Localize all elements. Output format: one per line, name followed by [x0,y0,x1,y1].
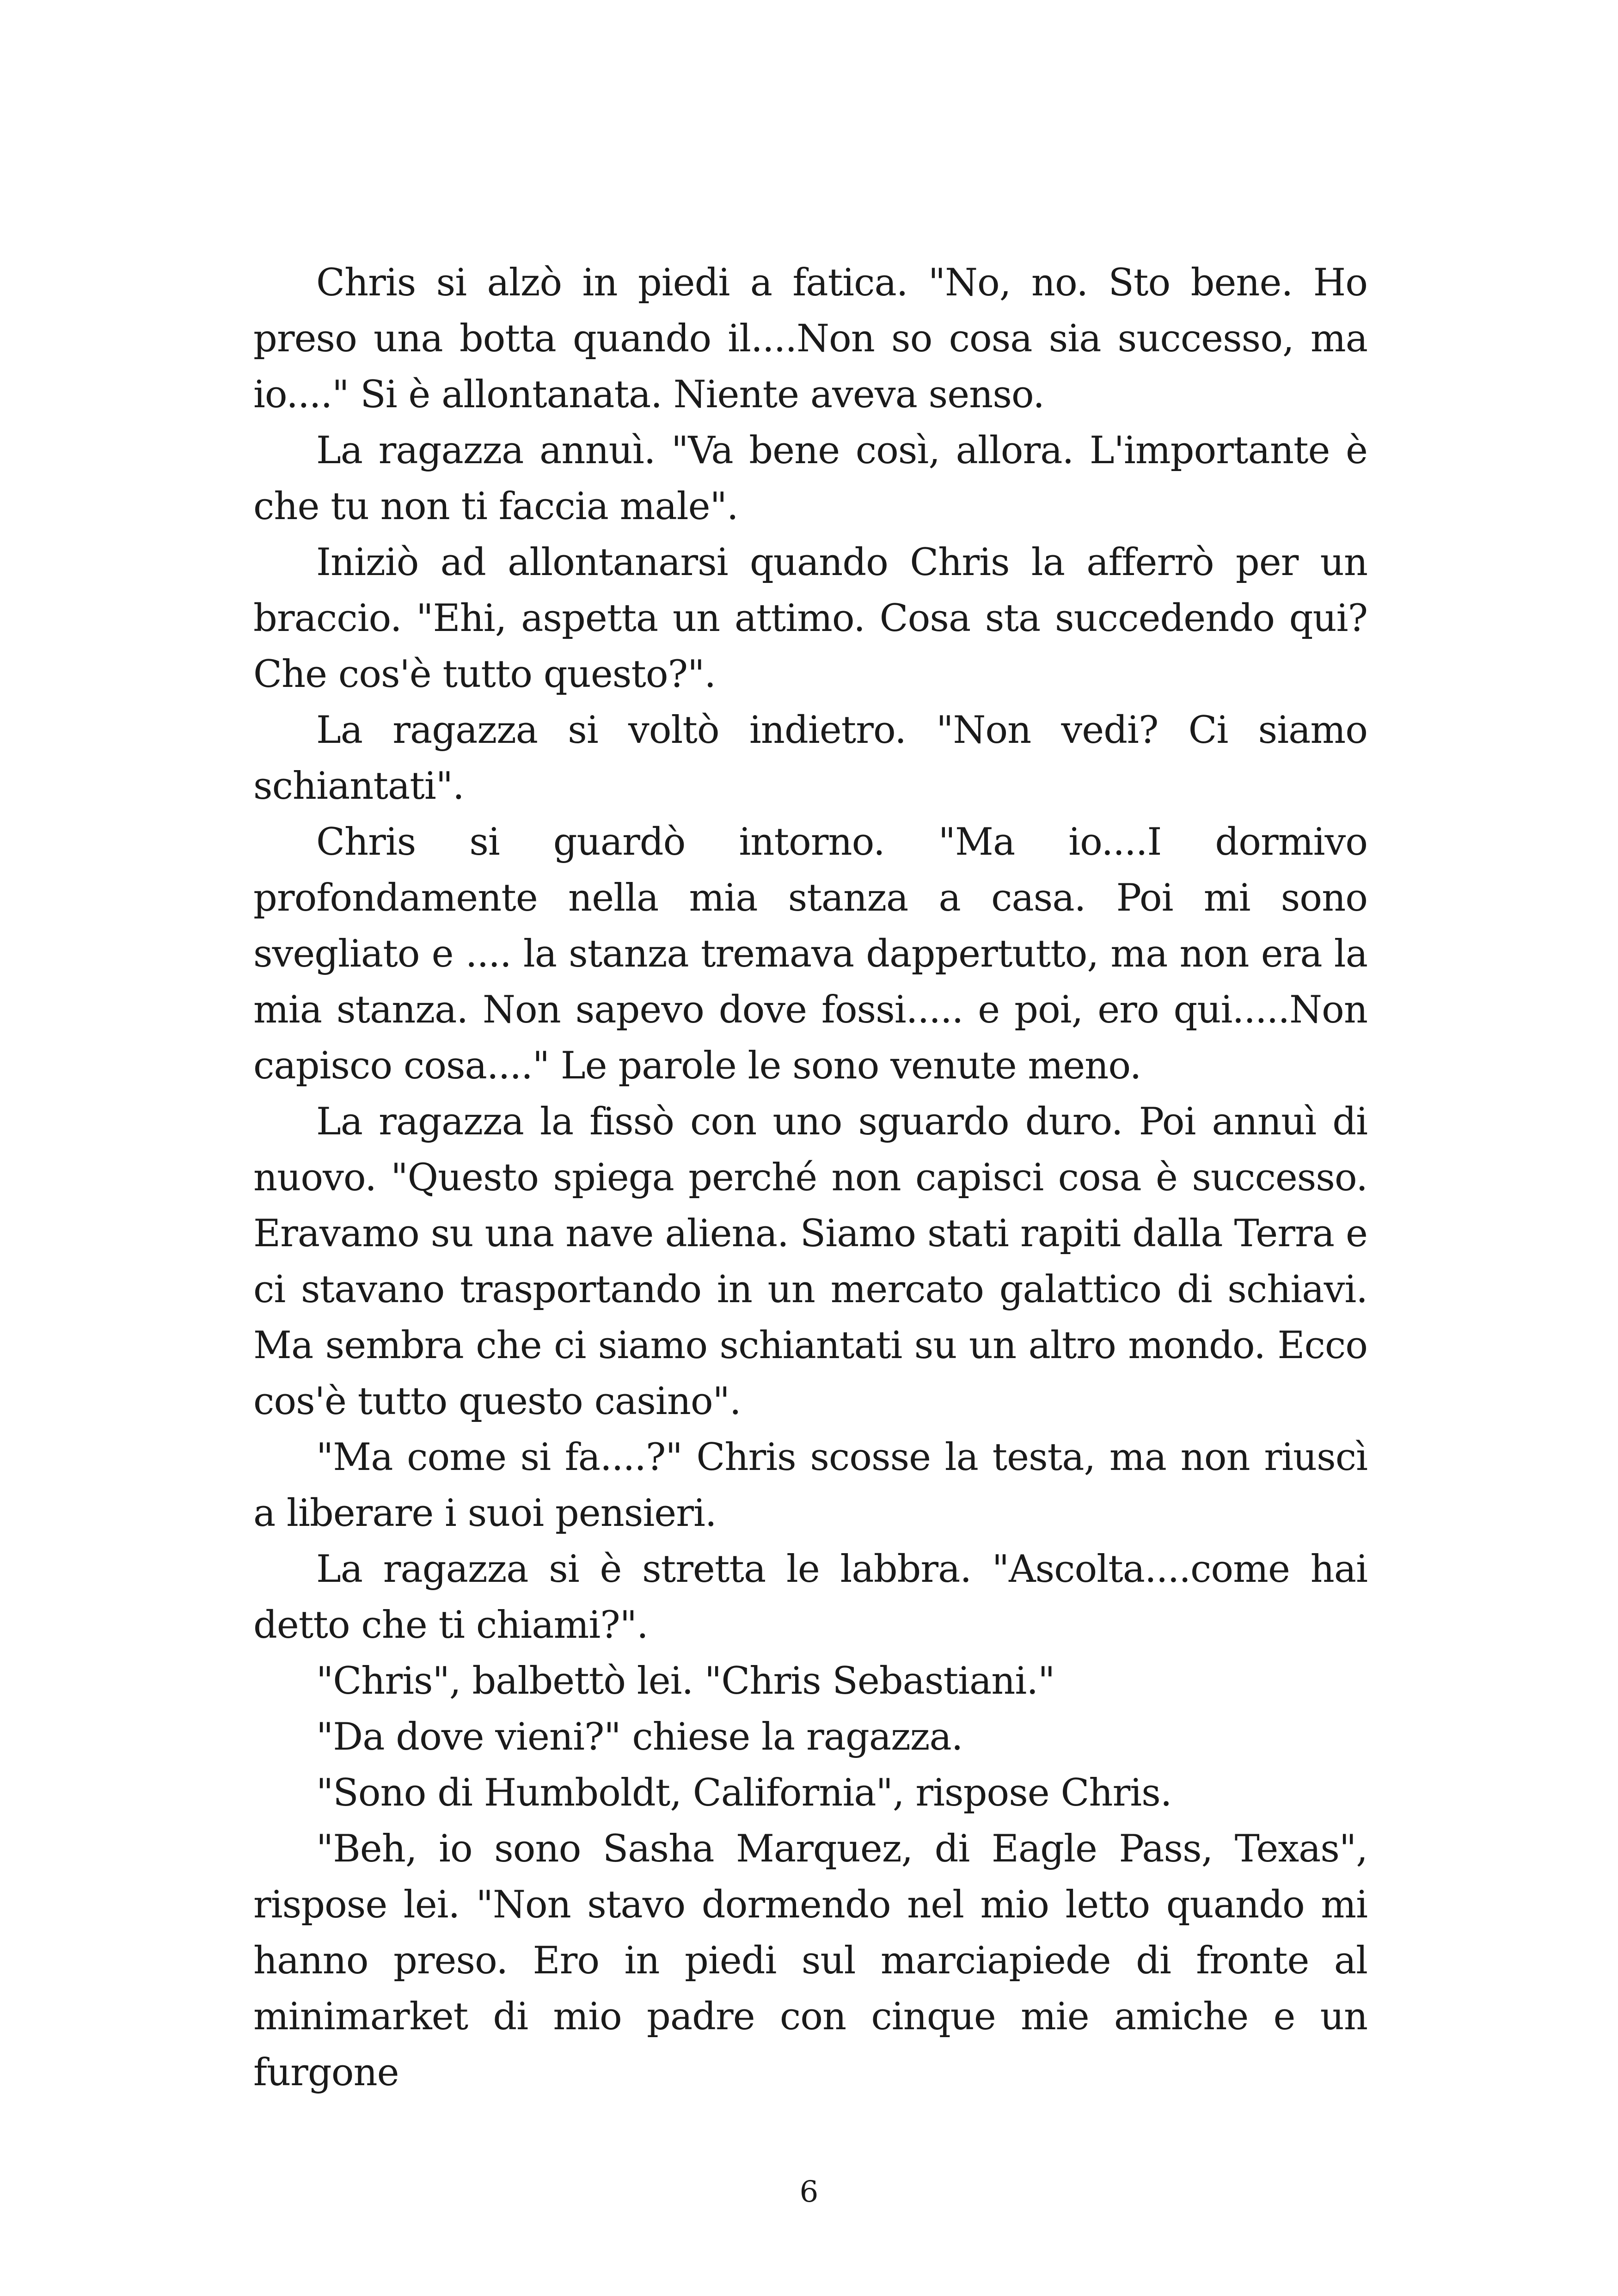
page-number: 6 [799,2175,819,2209]
paragraph: La ragazza si è stretta le labbra. "Ascolta....come hai detto che ti chiami?". [253,1548,1367,1647]
paragraph: Iniziò ad allontanarsi quando Chris la afferrò per un braccio. "Ehi, aspetta un attimo. Cosa sta succedendo qui? Che cos'è tutto questo?". [253,541,1367,696]
body-text [253,255,1367,2101]
paragraph: "Chris", balbettò lei. "Chris Sebastiani." [316,1659,1055,1703]
paragraph: Chris si alzò in piedi a fatica. "No, no. Sto bene. Ho preso una botta quando il....Non so cosa sia successo, ma io...." Si è allontanata. Niente aveva senso. [253,261,1367,416]
paragraph: La ragazza la fissò con uno sguardo duro. Poi annuì di nuovo. "Questo spiega perché non capisci cosa è successo. Eravamo su una nave aliena. Siamo stati rapiti dalla Terra e ci stavano trasportando in un mercato galattico di schiavi. Ma sembra che ci siamo schiantati su un altro mondo. Ecco cos'è tutto questo casino". [253,1100,1367,1423]
paragraph: La ragazza si voltò indietro. "Non vedi? Ci siamo schiantati". [253,709,1367,808]
paragraph: La ragazza annuì. "Va bene così, allora. L'importante è che tu non ti faccia male". [253,429,1367,528]
paragraph: "Beh, io sono Sasha Marquez, di Eagle Pass, Texas", rispose lei. "Non stavo dormendo nel mio letto quando mi hanno preso. Ero in piedi sul marciapiede di fronte al minimarket di mio padre con cinque mie amiche e un furgone [253,1827,1367,2094]
paragraph: "Da dove vieni?" chiese la ragazza. [316,1715,963,1759]
paragraph: Chris si guardò intorno. "Ma io....I dormivo profondamente nella mia stanza a casa. Poi mi sono svegliato e .... la stanza tremava dappertutto, ma non era la mia stanza. Non sapevo dove fossi..... e poi, ero qui.....Non capisco cosa...." Le parole le sono venute meno. [253,820,1367,1088]
paragraph: "Sono di Humboldt, California", rispose Chris. [316,1771,1172,1815]
paragraph: "Ma come si fa....?" Chris scosse la testa, ma non riuscì a liberare i suoi pensieri. [253,1436,1367,1535]
